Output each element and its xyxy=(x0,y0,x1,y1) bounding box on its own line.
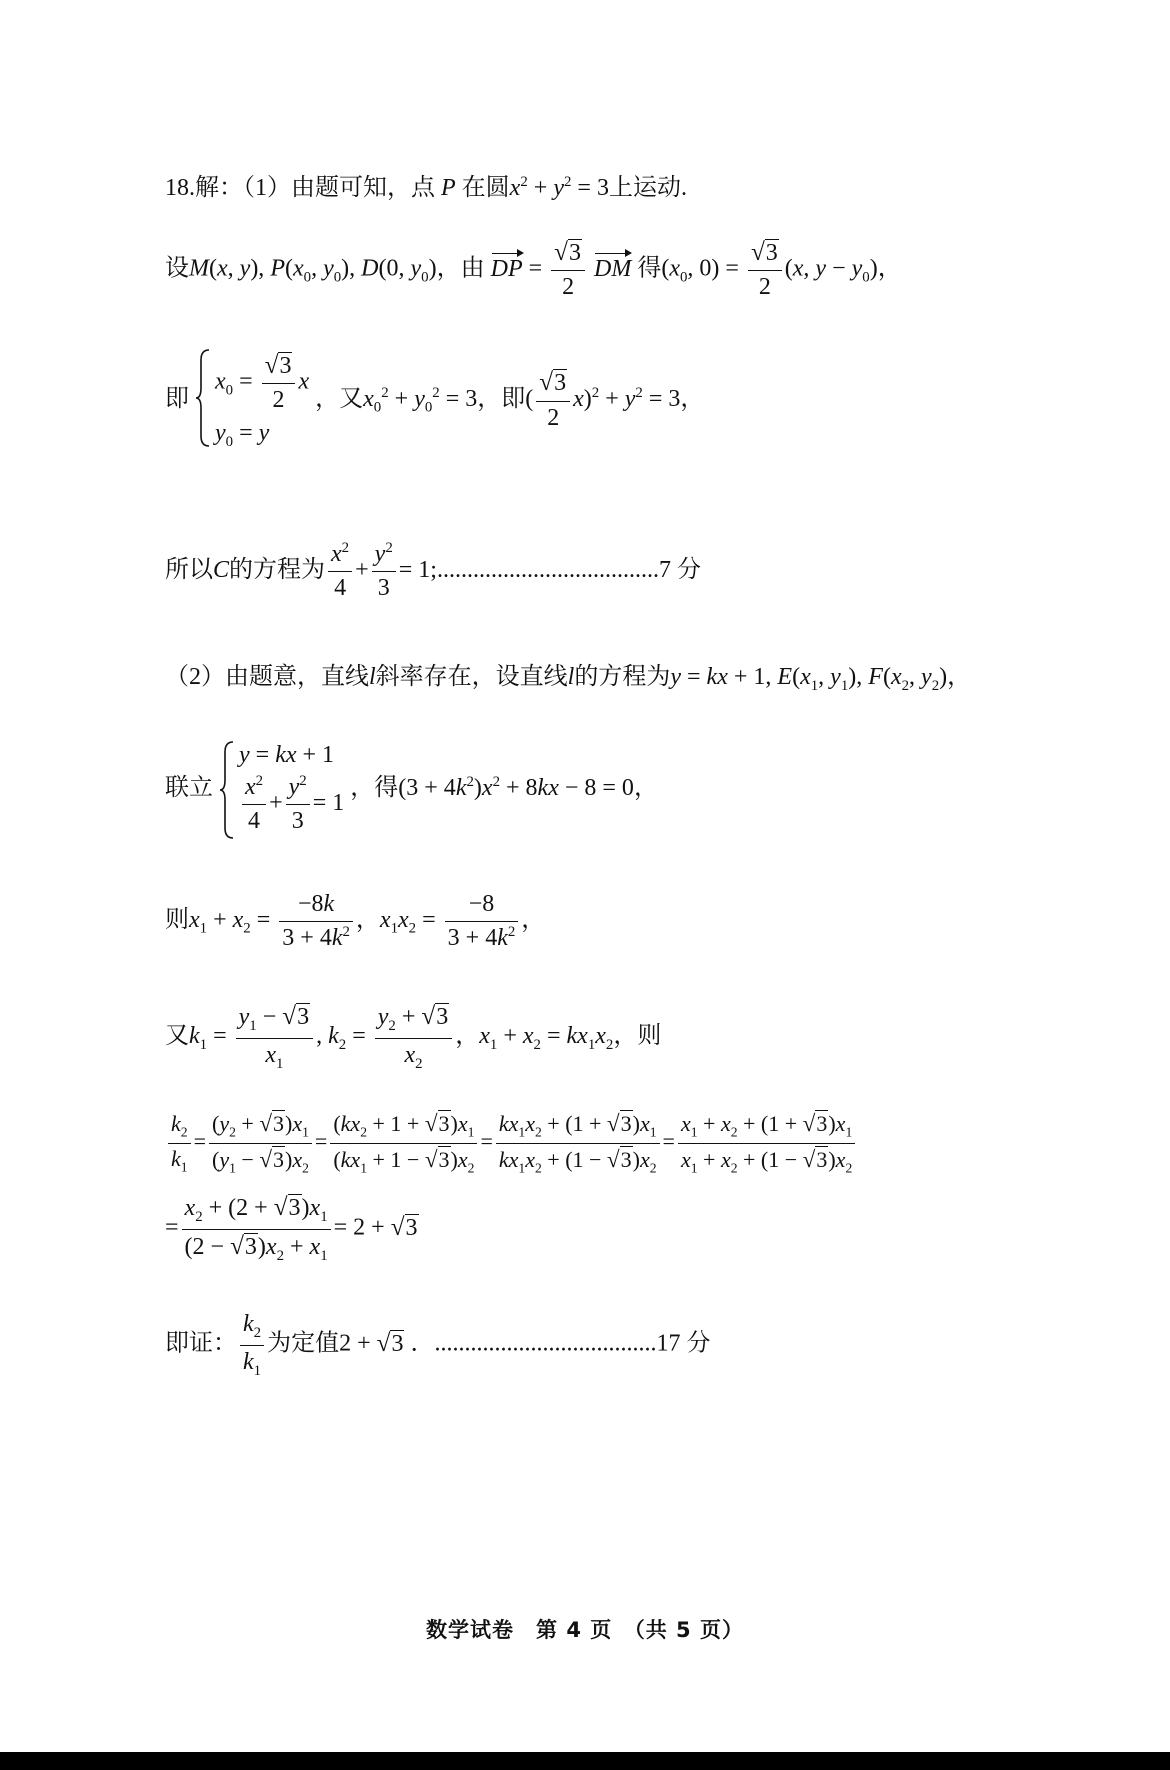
line-ratio-result: = $\frac{x_2 + (2 + √3)x_1}{(2 - √3)x_2 + x_1}$ = 2 + √3 xyxy=(165,1194,418,1264)
line-set-points: 设M(x, y), $P(x_0$, $y_0$), D(0, $y_0$)，由 DP = $\frac{√3}{2}$ DM 得($x_0$, 0) = $\frac{√3}{2}$ (x, $y - y_0$)， xyxy=(165,239,902,301)
page-footer: 数学试卷 第 4 页 （共 5 页） xyxy=(426,1618,744,1642)
line-vieta: 则$x_1 + x_2$ = $\frac{-8k}{3 + 4k^2}$ ，$x_1x_2$ = $\frac{-8}{3 + 4k^2}$ ， xyxy=(165,891,546,951)
score-17: ．.....................................17 分 xyxy=(410,1330,711,1357)
bottom-edge-bar xyxy=(0,1752,1170,1770)
line-ellipse-eq: 所以C的方程为 $\frac{x^2}{4}$ + $\frac{y^2}{3}$ = 1;.....................................7 分 xyxy=(165,540,701,601)
line-system-1: 即 $x_0$ = $\frac{√3}{2}$ x $y_0 = y$ ，又$x_0^2 + y_0^2 = 3$，即( $\frac{√3}{2}$ $x)^2 + y^2 = 3$， xyxy=(165,352,705,450)
line-part1-intro: 18.解：（1）由题可知，点 P 在圆$x^2 + y^2 = 3$上运动. xyxy=(165,174,687,201)
line-part2-intro: （2）由题意，直线l斜率存在，设直线l的方程为y = kx + 1, $E(x_1$, $y_1$), $F(x_2$, $y_2$)， xyxy=(165,664,972,694)
line-ratio: $\frac{k_2}{k_1}$ = $\frac{(y_2 + √3)x_1}{(y_1 - √3)x_2}$ = $\frac{(kx_2 + 1 + √3)x_1}{(kx_1 + 1 - √3)x_2}$ = $\frac{kx_1x_2 + (1 + √3)x_1}{kx_1x_2 + (1 - √3)x_2}$ = $\frac{x_1 + x_2 + (1 + √3)x_1}{x_1 + x_2 + (1 - √3)x_2}$ xyxy=(165,1110,858,1177)
line-slopes: 又$k_1$ = $\frac{y_1 - √3}{x_1}$ , $k_2$ = $\frac{y_2 + √3}{x_2}$ ，$x_1 + x_2 = kx_1x_2$，则 xyxy=(165,1003,662,1072)
line-conclusion: 即证： $\frac{k_2}{k_1}$ 为定值2 + √3 ．.....................................17 分 xyxy=(165,1311,711,1379)
problem-number: 18.解： xyxy=(165,175,243,201)
score-7: ;.....................................7 分 xyxy=(430,556,701,583)
line-system-2: 联立 y = kx + 1 $\frac{x^2}{4}$ + $\frac{y^2}{3}$ = 1 ，得$(3 + 4k^2)x^2 + 8kx - 8 = 0$， xyxy=(165,740,658,839)
